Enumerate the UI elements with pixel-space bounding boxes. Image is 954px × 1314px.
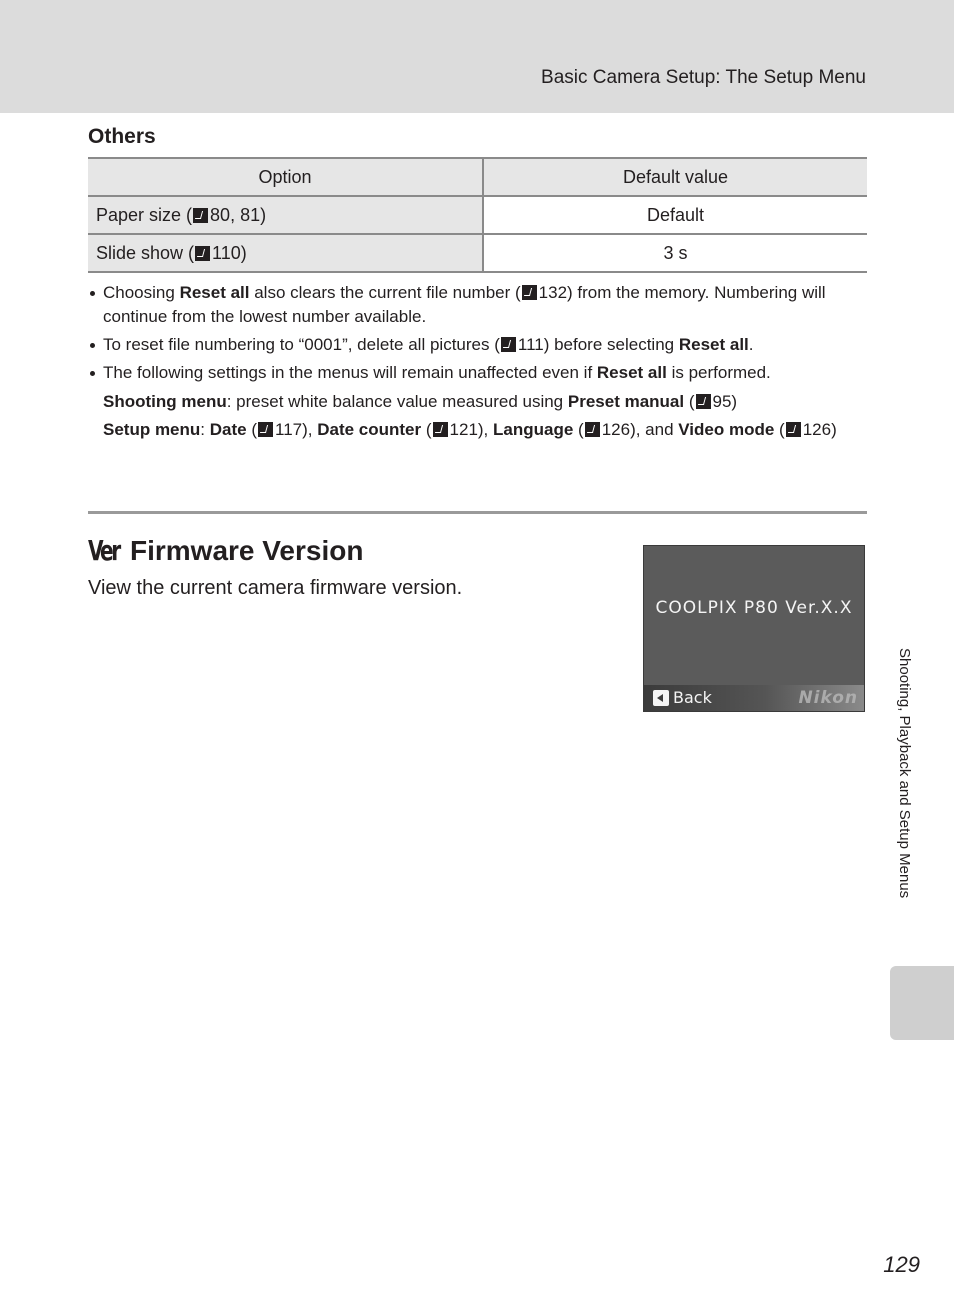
ver-icon: Ver (88, 534, 119, 567)
value-cell: Default (483, 196, 867, 234)
page-number: 129 (883, 1252, 920, 1277)
side-thumb-tab (890, 966, 954, 1040)
note-reset-file-number: Choosing Reset all also clears the current file number ( 132) from the memory. Numbering will continue from the lowest number available. (88, 281, 868, 329)
option-cell: Paper size ( 80, 81) (88, 196, 483, 234)
camera-screen-illustration (643, 545, 865, 712)
value-cell: 3 s (483, 234, 867, 272)
column-header-default-value: Default value (483, 158, 867, 196)
page-reference-icon (696, 394, 711, 409)
others-heading: Others (88, 125, 156, 148)
table-header-row (88, 158, 867, 196)
page-reference-icon (522, 285, 537, 300)
page-reference-icon (258, 422, 273, 437)
side-section-label: Shooting, Playback and Setup Menus (896, 648, 913, 899)
notes-list (88, 281, 868, 446)
page-reference-icon (585, 422, 600, 437)
header-band (0, 0, 954, 113)
firmware-version-text: COOLPIX P80 Ver.X.X (655, 598, 853, 618)
firmware-heading (88, 534, 363, 567)
nikon-logo: Nikon (798, 688, 858, 708)
firmware-description: View the current camera firmware version. (88, 577, 463, 599)
note-reset-numbering: To reset file numbering to “0001”, delete all pictures ( 111) before selecting Reset all. (88, 333, 868, 357)
note-setup-menu: Setup menu: Date ( 117), Date counter ( 121), Language ( 126), and Video mode ( 126) (103, 420, 837, 439)
table-row (88, 196, 867, 234)
column-header-option: Option (88, 158, 483, 196)
defaults-table (88, 157, 867, 273)
firmware-title: Firmware Version (130, 534, 364, 566)
back-arrow-icon (653, 690, 669, 706)
note-unaffected-settings: The following settings in the menus will remain unaffected even if Reset all is performed. Shooting menu: preset white balance value measured using Preset manual ( 95) Setup menu: Date ( 117), Date counter ( 121), Language ( 126), and Video mode ( 126) (88, 361, 868, 442)
page-reference-icon (786, 422, 801, 437)
page-reference-icon (193, 208, 208, 223)
page-reference-icon (433, 422, 448, 437)
table-row (88, 234, 867, 272)
page-reference-icon (195, 246, 210, 261)
screen-bottom-bar (644, 685, 864, 711)
option-cell: Slide show ( 110) (88, 234, 483, 272)
section-divider (88, 511, 867, 514)
back-label: Back (673, 688, 712, 707)
running-header: Basic Camera Setup: The Setup Menu (541, 67, 866, 88)
note-shooting-menu: Shooting menu: preset white balance value measured using Preset manual ( 95) (103, 392, 738, 411)
page-reference-icon (501, 337, 516, 352)
